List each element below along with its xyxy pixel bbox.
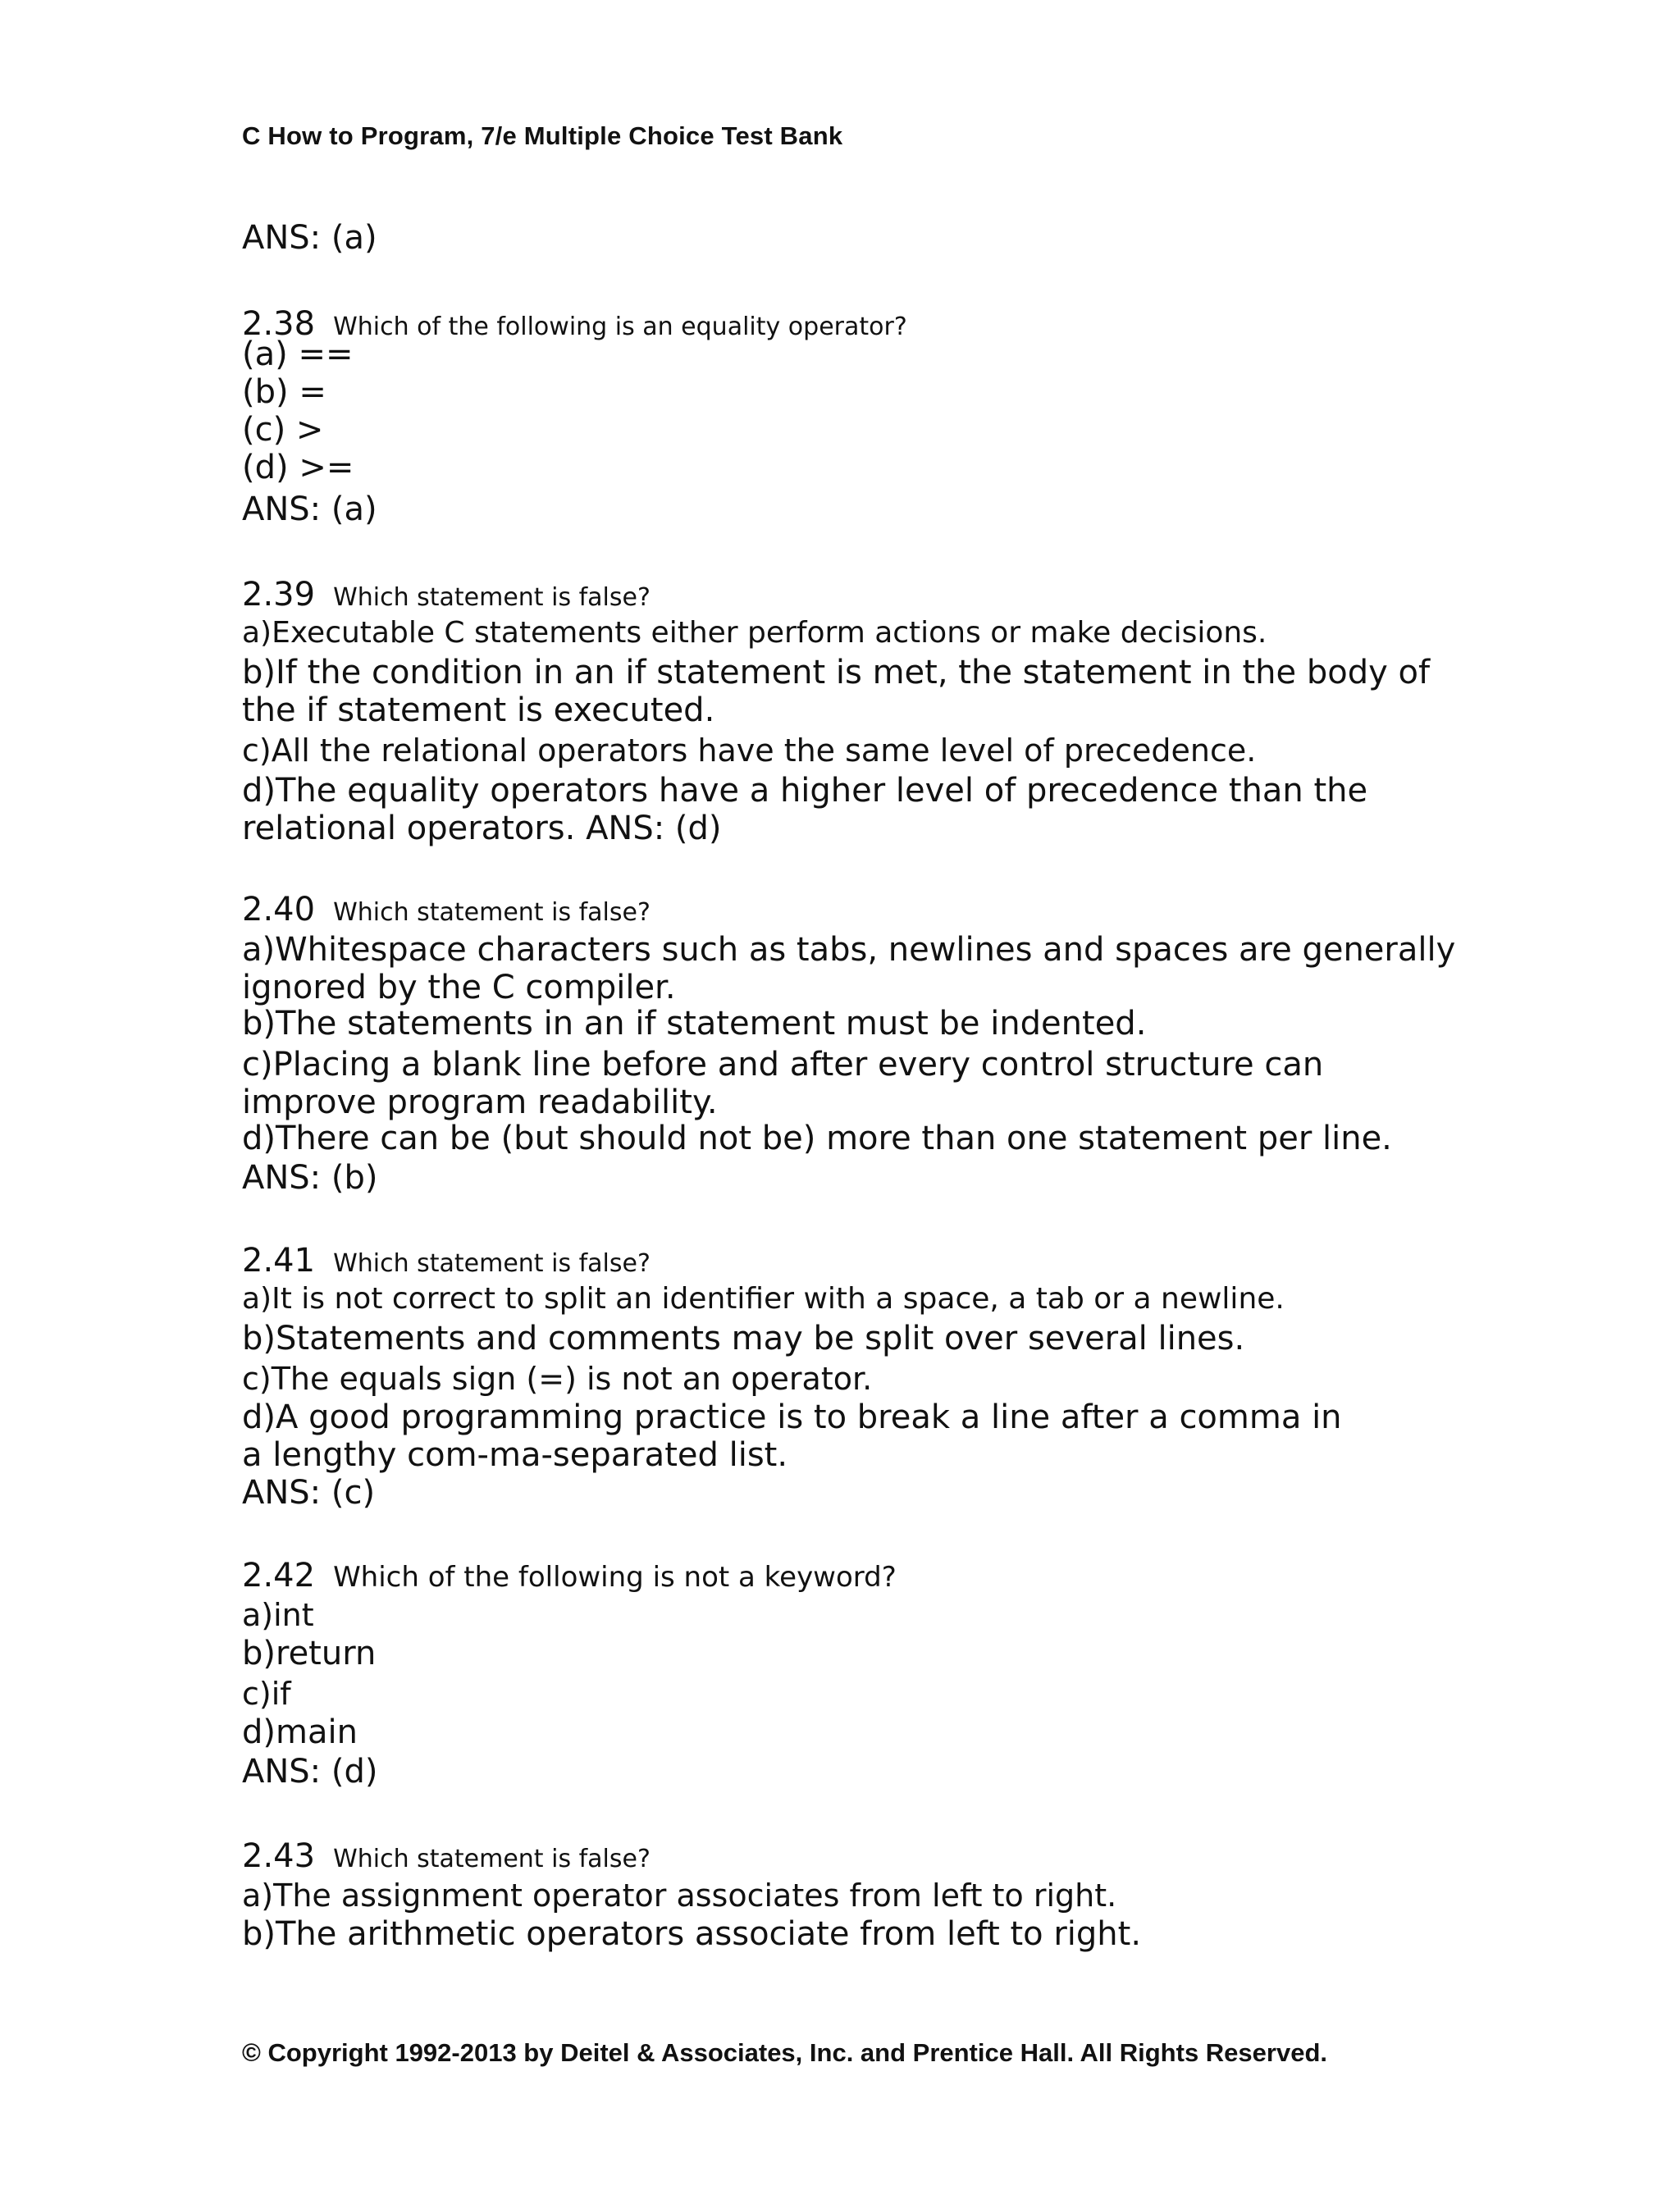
option-d-cont: a lengthy com-ma-separated list.: [242, 1436, 788, 1474]
answer: ANS: (d): [242, 1753, 378, 1791]
option-d-cont: relational operators. ANS: (d): [242, 810, 722, 847]
question-number: 2.43: [242, 1837, 316, 1875]
question-number: 2.42: [242, 1557, 316, 1595]
option-b: b)The arithmetic operators associate from left to right.: [242, 1915, 1142, 1953]
option-a: (a) ==: [242, 335, 354, 373]
option-d: (d) >=: [242, 449, 354, 486]
option-d: d)The equality operators have a higher level of precedence than the: [242, 772, 1368, 810]
option-d: d)There can be (but should not be) more than one statement per line.: [242, 1120, 1392, 1157]
option-a: a)Executable C statements either perform actions or make decisions.: [242, 616, 1267, 650]
option-c: (c) >: [242, 411, 324, 449]
question-number: 2.38: [242, 305, 316, 343]
question-text: Which statement is false?: [333, 583, 651, 612]
option-d: d)main: [242, 1713, 358, 1751]
answer: ANS: (a): [242, 490, 377, 528]
option-a-cont: ignored by the C compiler.: [242, 969, 676, 1006]
page-header: C How to Program, 7/e Multiple Choice Test Bank: [242, 121, 843, 150]
option-b: b)If the condition in an if statement is met, the statement in the body of: [242, 654, 1431, 691]
answer: ANS: (b): [242, 1159, 378, 1197]
option-a: a)The assignment operator associates from left to right.: [242, 1877, 1117, 1914]
question-2-42: [242, 1557, 897, 1595]
answer: ANS: (c): [242, 1474, 376, 1512]
option-b: b)The statements in an if statement must be indented.: [242, 1005, 1147, 1043]
option-c: c)All the relational operators have the same level of precedence.: [242, 732, 1257, 769]
question-text: Which statement is false?: [333, 1845, 651, 1873]
question-text: Which statement is false?: [333, 898, 651, 927]
question-2-43: [242, 1837, 651, 1875]
previous-answer: ANS: (a): [242, 219, 377, 257]
question-number: 2.40: [242, 891, 316, 928]
option-c-cont: improve program readability.: [242, 1084, 718, 1121]
option-b-cont: the if statement is executed.: [242, 691, 715, 729]
option-a: a)It is not correct to split an identifier with a space, a tab or a newline.: [242, 1282, 1285, 1316]
option-c: c)if: [242, 1676, 291, 1712]
option-b: (b) =: [242, 373, 326, 411]
option-a: a)Whitespace characters such as tabs, newlines and spaces are generally: [242, 931, 1456, 969]
question-number: 2.39: [242, 576, 316, 614]
copyright-footer: © Copyright 1992-2013 by Deitel & Associates, Inc. and Prentice Hall. All Rights Reserved.: [242, 2038, 1327, 2067]
option-b: b)Statements and comments may be split over several lines.: [242, 1320, 1245, 1357]
question-2-40: [242, 891, 651, 928]
option-d: d)A good programming practice is to break a line after a comma in: [242, 1398, 1342, 1436]
option-b: b)return: [242, 1635, 377, 1672]
question-number: 2.41: [242, 1242, 316, 1280]
question-text: Which of the following is not a keyword?: [333, 1561, 897, 1594]
question-text: Which statement is false?: [333, 1249, 651, 1278]
option-c: c)The equals sign (=) is not an operator.: [242, 1361, 873, 1397]
option-c: c)Placing a blank line before and after every control structure can: [242, 1046, 1324, 1084]
question-2-39: [242, 576, 651, 614]
question-text: Which of the following is an equality operator?: [333, 313, 907, 341]
question-2-41: [242, 1242, 651, 1280]
option-a: a)int: [242, 1597, 314, 1633]
